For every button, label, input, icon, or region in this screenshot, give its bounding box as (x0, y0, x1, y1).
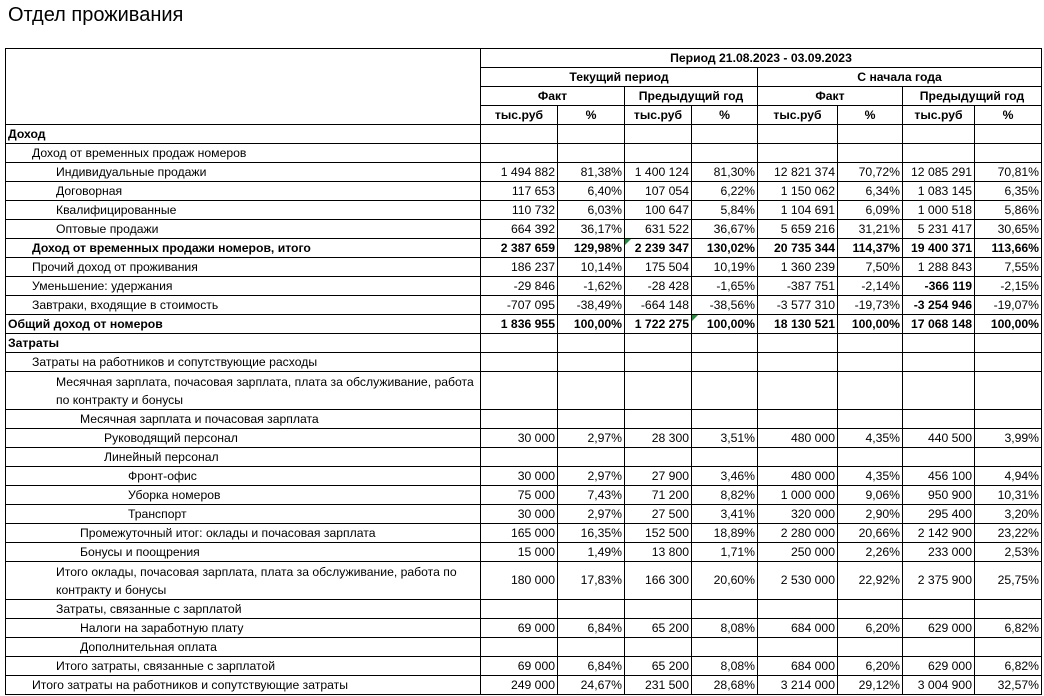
pct-header: % (558, 106, 625, 125)
value-cell: 320 000 (758, 505, 838, 524)
value-cell: -3 577 310 (758, 296, 838, 315)
percent-cell: 2,97% (558, 467, 625, 486)
row-label: Индивидуальные продажи (6, 163, 481, 182)
value-cell: 18 130 521 (758, 315, 838, 334)
current-period-header: Текущий период (481, 68, 758, 87)
percent-cell: -38,49% (558, 296, 625, 315)
value-cell: 186 237 (481, 258, 558, 277)
table-row (6, 410, 1042, 429)
row-label: Завтраки, входящие в стоимость (6, 296, 481, 315)
value-cell: 27 900 (625, 467, 692, 486)
value-cell: 13 800 (625, 543, 692, 562)
table-row (6, 467, 1042, 486)
empty-cell (975, 144, 1042, 163)
value-cell: 12 821 374 (758, 163, 838, 182)
table-row (6, 163, 1042, 182)
current-fact-header: Факт (481, 87, 625, 106)
percent-cell: 6,20% (838, 657, 903, 676)
percent-cell: -19,07% (975, 296, 1042, 315)
percent-cell: 9,06% (838, 486, 903, 505)
empty-cell (838, 410, 903, 429)
percent-cell: 2,26% (838, 543, 903, 562)
table-row (6, 524, 1042, 543)
empty-cell (975, 125, 1042, 144)
empty-cell (758, 638, 838, 657)
empty-cell (758, 125, 838, 144)
empty-cell (558, 353, 625, 372)
value-cell: 100 647 (625, 201, 692, 220)
unit-header: тыс.руб (903, 106, 975, 125)
ytd-prev-year-header: Предыдущий год (903, 87, 1042, 106)
empty-cell (692, 600, 758, 619)
row-label: Договорная (6, 182, 481, 201)
percent-cell: 3,99% (975, 429, 1042, 448)
value-cell: 2 530 000 (758, 562, 838, 600)
report-table (5, 48, 1042, 695)
value-cell: -664 148 (625, 296, 692, 315)
value-cell: 107 054 (625, 182, 692, 201)
empty-cell (481, 638, 558, 657)
table-row (6, 125, 1042, 144)
empty-cell (838, 353, 903, 372)
percent-cell: 130,02% (692, 239, 758, 258)
percent-cell: 6,22% (692, 182, 758, 201)
empty-cell (625, 638, 692, 657)
percent-cell: 18,89% (692, 524, 758, 543)
percent-cell: 8,08% (692, 657, 758, 676)
value-cell: 28 300 (625, 429, 692, 448)
empty-cell (481, 334, 558, 353)
empty-cell (481, 600, 558, 619)
percent-cell: 22,92% (838, 562, 903, 600)
percent-cell: 6,09% (838, 201, 903, 220)
value-cell: 19 400 371 (903, 239, 975, 258)
percent-cell: 6,03% (558, 201, 625, 220)
percent-cell: 4,35% (838, 467, 903, 486)
percent-cell: 4,94% (975, 467, 1042, 486)
empty-cell (903, 638, 975, 657)
table-row (6, 258, 1042, 277)
empty-cell (758, 448, 838, 467)
row-label: Месячная зарплата и почасовая зарплата (6, 410, 481, 429)
empty-cell (625, 600, 692, 619)
value-cell: -387 751 (758, 277, 838, 296)
empty-cell (838, 372, 903, 410)
percent-cell: 100,00% (975, 315, 1042, 334)
percent-cell: 6,82% (975, 657, 1042, 676)
value-cell: 3 214 000 (758, 676, 838, 695)
percent-cell: 8,82% (692, 486, 758, 505)
percent-cell: 81,38% (558, 163, 625, 182)
empty-cell (758, 410, 838, 429)
percent-cell: -1,65% (692, 277, 758, 296)
value-cell: 165 000 (481, 524, 558, 543)
empty-cell (625, 334, 692, 353)
empty-cell (758, 334, 838, 353)
table-row (6, 448, 1042, 467)
value-cell: 2 375 900 (903, 562, 975, 600)
percent-cell: 16,35% (558, 524, 625, 543)
value-cell: 5 231 417 (903, 220, 975, 239)
row-label: Квалифицированные (6, 201, 481, 220)
value-cell: 1 083 145 (903, 182, 975, 201)
table-row (6, 372, 1042, 410)
percent-cell: 129,98% (558, 239, 625, 258)
percent-cell: 100,00% (692, 315, 758, 334)
value-cell: 69 000 (481, 619, 558, 638)
value-cell: 629 000 (903, 657, 975, 676)
value-cell: 65 200 (625, 619, 692, 638)
value-cell: 5 659 216 (758, 220, 838, 239)
empty-cell (975, 410, 1042, 429)
table-row (6, 676, 1042, 695)
value-cell: 233 000 (903, 543, 975, 562)
table-row (6, 277, 1042, 296)
empty-cell (692, 448, 758, 467)
empty-cell (975, 334, 1042, 353)
percent-cell: 100,00% (558, 315, 625, 334)
row-label: Уборка номеров (6, 486, 481, 505)
value-cell: 1 288 843 (903, 258, 975, 277)
percent-cell: 2,97% (558, 505, 625, 524)
percent-cell: -2,15% (975, 277, 1042, 296)
value-cell: 249 000 (481, 676, 558, 695)
value-cell: 15 000 (481, 543, 558, 562)
row-label: Промежуточный итог: оклады и почасовая зарплата (6, 524, 481, 543)
value-cell: 20 735 344 (758, 239, 838, 258)
pct-header: % (975, 106, 1042, 125)
value-cell: 1 000 000 (758, 486, 838, 505)
row-label: Линейный персонал (6, 448, 481, 467)
table-row (6, 486, 1042, 505)
percent-cell: -1,62% (558, 277, 625, 296)
table-row (6, 638, 1042, 657)
row-label: Итого затраты на работников и сопутствующие затраты (6, 676, 481, 695)
value-cell: -707 095 (481, 296, 558, 315)
value-cell: 75 000 (481, 486, 558, 505)
value-cell: 2 280 000 (758, 524, 838, 543)
row-label: Оптовые продажи (6, 220, 481, 239)
row-label: Затраты (6, 334, 481, 353)
empty-cell (838, 334, 903, 353)
table-row (6, 220, 1042, 239)
value-cell: 30 000 (481, 429, 558, 448)
value-cell: 152 500 (625, 524, 692, 543)
row-label: Доход от временных продажи номеров, итого (6, 239, 481, 258)
ytd-fact-header: Факт (758, 87, 903, 106)
empty-cell (903, 448, 975, 467)
pct-header: % (838, 106, 903, 125)
percent-cell: 32,57% (975, 676, 1042, 695)
table-row (6, 657, 1042, 676)
value-cell: 2 387 659 (481, 239, 558, 258)
value-cell: 1 400 124 (625, 163, 692, 182)
value-cell: 664 392 (481, 220, 558, 239)
empty-cell (838, 448, 903, 467)
percent-cell: 3,41% (692, 505, 758, 524)
percent-cell: 6,40% (558, 182, 625, 201)
empty-cell (692, 372, 758, 410)
table-row (6, 429, 1042, 448)
table-row (6, 600, 1042, 619)
value-cell: 1 150 062 (758, 182, 838, 201)
value-cell: 3 004 900 (903, 676, 975, 695)
page-title: Отдел проживания (8, 4, 184, 26)
percent-cell: 5,86% (975, 201, 1042, 220)
unit-header: тыс.руб (625, 106, 692, 125)
value-cell: 631 522 (625, 220, 692, 239)
percent-cell: 100,00% (838, 315, 903, 334)
table-row (6, 182, 1042, 201)
empty-cell (692, 144, 758, 163)
empty-cell (558, 125, 625, 144)
row-label: Месячная зарплата, почасовая зарплата, плата за обслуживание, работа по контракту и бонусы (6, 372, 481, 410)
empty-cell (481, 125, 558, 144)
row-label: Итого затраты, связанные с зарплатой (6, 657, 481, 676)
empty-cell (975, 448, 1042, 467)
value-cell: 456 100 (903, 467, 975, 486)
value-cell: 950 900 (903, 486, 975, 505)
table-row (6, 353, 1042, 372)
row-label: Бонусы и поощрения (6, 543, 481, 562)
table-row (6, 315, 1042, 334)
value-cell: 1 722 275 (625, 315, 692, 334)
unit-header: тыс.руб (481, 106, 558, 125)
value-cell: 480 000 (758, 429, 838, 448)
percent-cell: 6,35% (975, 182, 1042, 201)
table-row (6, 239, 1042, 258)
value-cell: 1 836 955 (481, 315, 558, 334)
table-row (6, 543, 1042, 562)
percent-cell: 3,51% (692, 429, 758, 448)
percent-cell: 3,20% (975, 505, 1042, 524)
empty-cell (903, 334, 975, 353)
empty-cell (758, 372, 838, 410)
percent-cell: 20,60% (692, 562, 758, 600)
empty-cell (625, 353, 692, 372)
pct-header: % (692, 106, 758, 125)
row-label: Общий доход от номеров (6, 315, 481, 334)
value-cell: 27 500 (625, 505, 692, 524)
table-row (6, 619, 1042, 638)
empty-cell (758, 353, 838, 372)
empty-cell (625, 125, 692, 144)
value-cell: 250 000 (758, 543, 838, 562)
value-cell: 2 142 900 (903, 524, 975, 543)
value-cell: 295 400 (903, 505, 975, 524)
percent-cell: 70,72% (838, 163, 903, 182)
empty-cell (838, 144, 903, 163)
value-cell: 69 000 (481, 657, 558, 676)
table-row (6, 144, 1042, 163)
percent-cell: -38,56% (692, 296, 758, 315)
value-cell: 117 653 (481, 182, 558, 201)
row-label: Фронт-офис (6, 467, 481, 486)
percent-cell: 6,20% (838, 619, 903, 638)
percent-cell: 25,75% (975, 562, 1042, 600)
empty-cell (625, 448, 692, 467)
table-row (6, 505, 1042, 524)
value-cell: 480 000 (758, 467, 838, 486)
current-prev-year-header: Предыдущий год (625, 87, 758, 106)
value-cell: -366 119 (903, 277, 975, 296)
percent-cell: 6,34% (838, 182, 903, 201)
empty-cell (481, 144, 558, 163)
percent-cell: 28,68% (692, 676, 758, 695)
percent-cell: 30,65% (975, 220, 1042, 239)
value-cell: 30 000 (481, 467, 558, 486)
percent-cell: 2,97% (558, 429, 625, 448)
percent-cell: 1,49% (558, 543, 625, 562)
percent-cell: 10,31% (975, 486, 1042, 505)
percent-cell: 10,14% (558, 258, 625, 277)
value-cell: 65 200 (625, 657, 692, 676)
value-cell: -3 254 946 (903, 296, 975, 315)
percent-cell: 17,83% (558, 562, 625, 600)
empty-cell (903, 125, 975, 144)
empty-cell (558, 144, 625, 163)
value-cell: 17 068 148 (903, 315, 975, 334)
value-cell: 1 494 882 (481, 163, 558, 182)
value-cell: 629 000 (903, 619, 975, 638)
percent-cell: 7,50% (838, 258, 903, 277)
percent-cell: 113,66% (975, 239, 1042, 258)
empty-cell (975, 600, 1042, 619)
empty-cell (625, 410, 692, 429)
empty-cell (481, 410, 558, 429)
empty-cell (758, 144, 838, 163)
empty-cell (758, 600, 838, 619)
empty-cell (625, 372, 692, 410)
row-label: Доход от временных продаж номеров (6, 144, 481, 163)
row-label: Затраты, связанные с зарплатой (6, 600, 481, 619)
empty-cell (975, 638, 1042, 657)
value-cell: 166 300 (625, 562, 692, 600)
value-cell: 180 000 (481, 562, 558, 600)
unit-header: тыс.руб (758, 106, 838, 125)
empty-cell (481, 448, 558, 467)
value-cell: 110 732 (481, 201, 558, 220)
empty-cell (558, 410, 625, 429)
percent-cell: -2,14% (838, 277, 903, 296)
table-row (6, 296, 1042, 315)
table-row (6, 334, 1042, 353)
table-row (6, 562, 1042, 600)
value-cell: 12 085 291 (903, 163, 975, 182)
row-label: Доход (6, 125, 481, 144)
empty-cell (558, 600, 625, 619)
row-label: Налоги на заработную плату (6, 619, 481, 638)
percent-cell: 29,12% (838, 676, 903, 695)
empty-cell (903, 410, 975, 429)
percent-cell: 36,17% (558, 220, 625, 239)
value-cell: 684 000 (758, 619, 838, 638)
empty-cell (838, 600, 903, 619)
empty-cell (692, 334, 758, 353)
empty-cell (481, 372, 558, 410)
empty-cell (558, 372, 625, 410)
percent-cell: 1,71% (692, 543, 758, 562)
percent-cell: 4,35% (838, 429, 903, 448)
value-cell: 30 000 (481, 505, 558, 524)
percent-cell: 2,53% (975, 543, 1042, 562)
percent-cell: 7,55% (975, 258, 1042, 277)
empty-cell (903, 372, 975, 410)
empty-cell (558, 448, 625, 467)
row-label: Уменьшение: удержания (6, 277, 481, 296)
value-cell: 231 500 (625, 676, 692, 695)
percent-cell: 6,84% (558, 619, 625, 638)
row-label: Руководящий персонал (6, 429, 481, 448)
value-cell: 2 239 347 (625, 239, 692, 258)
empty-cell (975, 353, 1042, 372)
ytd-header: С начала года (758, 68, 1042, 87)
percent-cell: 2,90% (838, 505, 903, 524)
percent-cell: 5,84% (692, 201, 758, 220)
value-cell: 1 000 518 (903, 201, 975, 220)
value-cell: 71 200 (625, 486, 692, 505)
row-label: Затраты на работников и сопутствующие расходы (6, 353, 481, 372)
empty-cell (692, 638, 758, 657)
percent-cell: 6,84% (558, 657, 625, 676)
row-label: Прочий доход от проживания (6, 258, 481, 277)
empty-cell (692, 410, 758, 429)
value-cell: -29 846 (481, 277, 558, 296)
value-cell: 175 504 (625, 258, 692, 277)
header-blank-cell (6, 49, 481, 125)
row-label: Транспорт (6, 505, 481, 524)
percent-cell: 31,21% (838, 220, 903, 239)
empty-cell (558, 638, 625, 657)
percent-cell: 20,66% (838, 524, 903, 543)
percent-cell: 10,19% (692, 258, 758, 277)
empty-cell (625, 144, 692, 163)
value-cell: 1 360 239 (758, 258, 838, 277)
empty-cell (838, 125, 903, 144)
period-header: Период 21.08.2023 - 03.09.2023 (481, 49, 1042, 68)
empty-cell (903, 144, 975, 163)
percent-cell: 23,22% (975, 524, 1042, 543)
percent-cell: 7,43% (558, 486, 625, 505)
empty-cell (903, 600, 975, 619)
percent-cell: 70,81% (975, 163, 1042, 182)
percent-cell: 6,82% (975, 619, 1042, 638)
value-cell: 1 104 691 (758, 201, 838, 220)
percent-cell: 8,08% (692, 619, 758, 638)
empty-cell (975, 372, 1042, 410)
percent-cell: 114,37% (838, 239, 903, 258)
empty-cell (692, 353, 758, 372)
percent-cell: 81,30% (692, 163, 758, 182)
table-row (6, 201, 1042, 220)
row-label: Дополнительная оплата (6, 638, 481, 657)
empty-cell (481, 353, 558, 372)
value-cell: 684 000 (758, 657, 838, 676)
percent-cell: 24,67% (558, 676, 625, 695)
percent-cell: 3,46% (692, 467, 758, 486)
percent-cell: -19,73% (838, 296, 903, 315)
empty-cell (903, 353, 975, 372)
empty-cell (692, 125, 758, 144)
percent-cell: 36,67% (692, 220, 758, 239)
value-cell: -28 428 (625, 277, 692, 296)
value-cell: 440 500 (903, 429, 975, 448)
empty-cell (558, 334, 625, 353)
empty-cell (838, 638, 903, 657)
row-label: Итого оклады, почасовая зарплата, плата за обслуживание, работа по контракту и бонусы (6, 562, 481, 600)
